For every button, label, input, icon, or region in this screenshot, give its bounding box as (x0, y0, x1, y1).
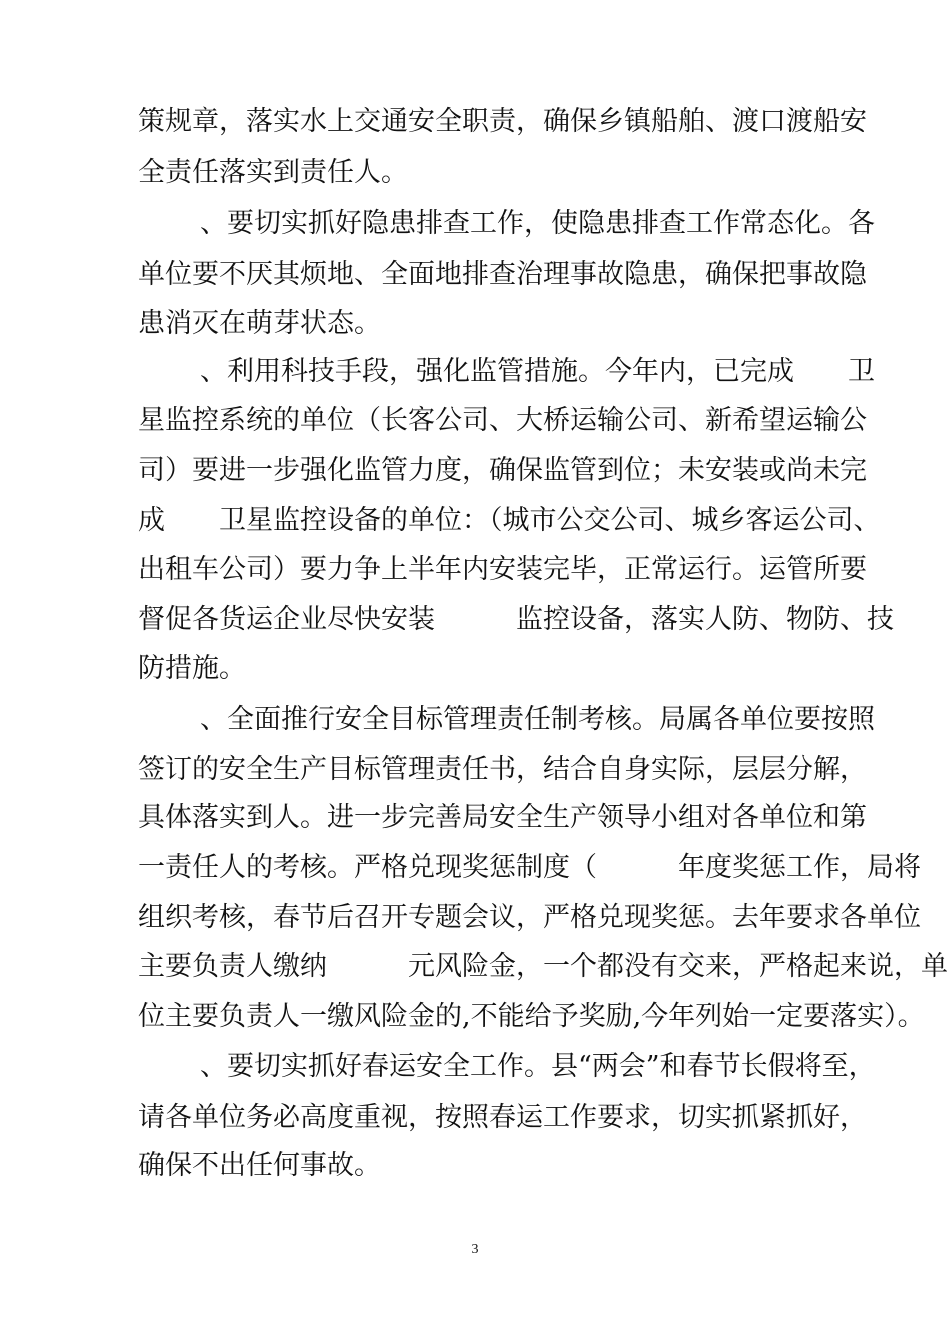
text-line: 防措施。 (138, 653, 246, 684)
text-line: 一责任人的考核。严格兑现奖惩制度（ 年度奖惩工作，局将 (138, 852, 921, 883)
text-line: 主要负责人缴纳 元风险金，一个都没有交来，严格起来说，单 (138, 951, 948, 982)
text-line: 确保不出任何事故。 (138, 1150, 381, 1181)
text-line: 、全面推行安全目标管理责任制考核。局属各单位要按照 (200, 704, 875, 735)
page-number: 3 (471, 1242, 479, 1257)
text-line: 出租车公司）要力争上半年内安装完毕，正常运行。运管所要 (138, 554, 867, 585)
text-line: 单位要不厌其烦地、全面地排查治理事故隐患，确保把事故隐 (138, 259, 867, 290)
text-line: 位主要负责人一缴风险金的,不能给予奖励,今年列始一定要落实）。 (138, 1001, 925, 1032)
text-line: 全责任落实到责任人。 (138, 157, 408, 188)
text-line: 、要切实抓好春运安全工作。县“两会”和春节长假将至， (200, 1051, 876, 1082)
text-line: 、利用科技手段，强化监管措施。今年内，已完成 卫 (200, 356, 875, 387)
text-line: 司）要进一步强化监管力度，确保监管到位；未安装或尚未完 (138, 455, 867, 486)
text-line: 成 卫星监控设备的单位：（城市公交公司、城乡客运公司、 (138, 505, 881, 536)
text-line: 组织考核，春节后召开专题会议，严格兑现奖惩。去年要求各单位 (138, 902, 921, 933)
text-line: 具体落实到人。进一步完善局安全生产领导小组对各单位和第 (138, 802, 867, 833)
text-line: 督促各货运企业尽快安装 监控设备，落实人防、物防、技 (138, 604, 894, 635)
text-line: 签订的安全生产目标管理责任书，结合自身实际，层层分解， (138, 754, 867, 785)
text-line: 、要切实抓好隐患排查工作，使隐患排查工作常态化。各 (200, 208, 875, 239)
text-line: 患消灭在萌芽状态。 (138, 308, 381, 339)
text-line: 星监控系统的单位（长客公司、大桥运输公司、新希望运输公 (138, 405, 867, 436)
text-line: 请各单位务必高度重视，按照春运工作要求，切实抓紧抓好， (138, 1102, 867, 1133)
text-line: 策规章，落实水上交通安全职责，确保乡镇船舶、渡口渡船安 (138, 106, 867, 137)
